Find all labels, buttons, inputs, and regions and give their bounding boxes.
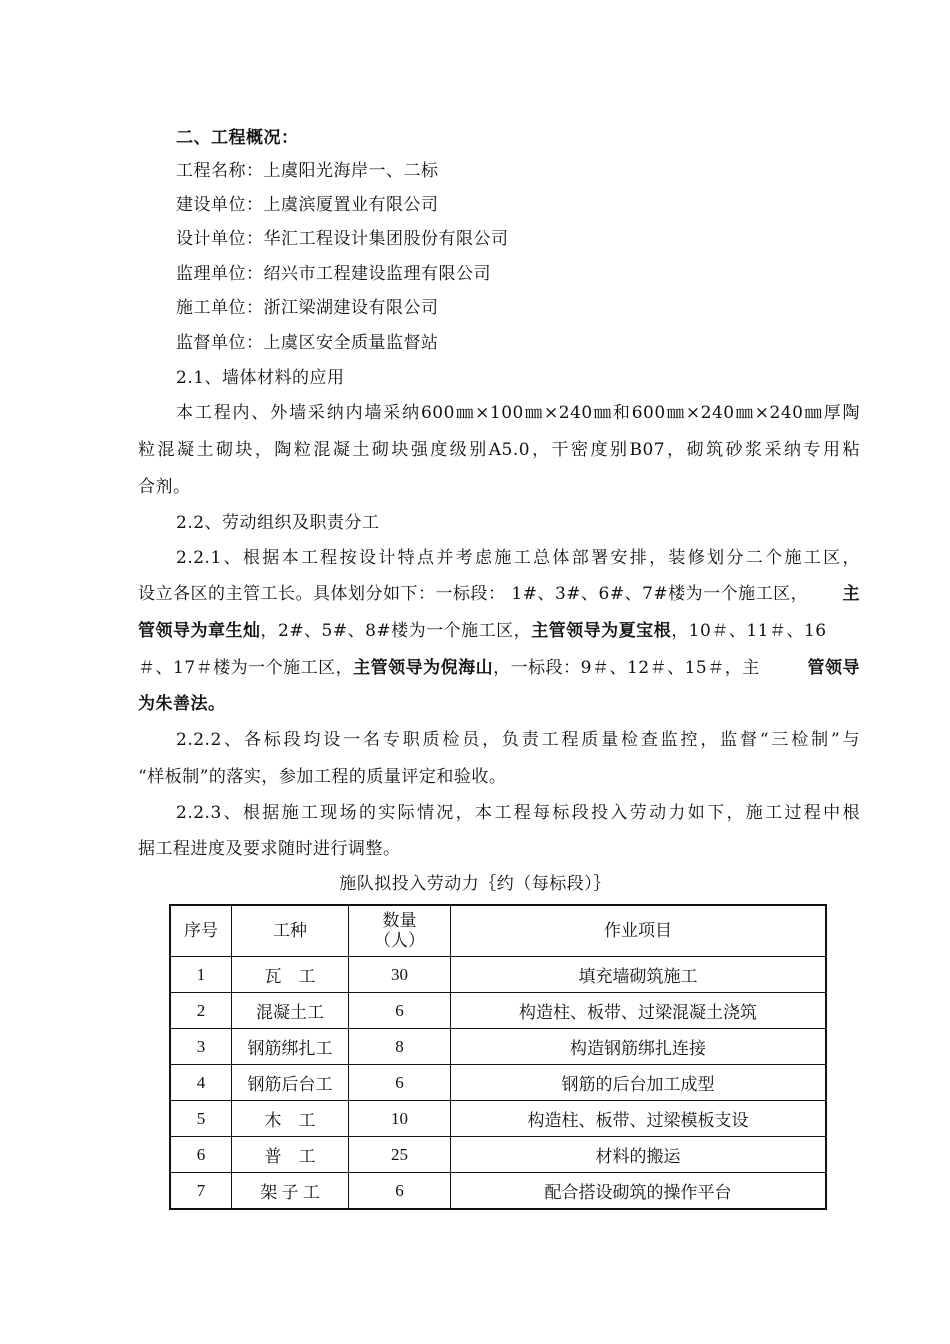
s221-line4-text2: ，一标段：9＃、12＃、15＃，主 <box>493 658 760 678</box>
table-row <box>170 1173 826 1210</box>
cell-task: 构造钢筋绑扎连接 <box>451 1029 827 1065</box>
info-designer: 设计单位：华汇工程设计集团股份有限公司 <box>176 229 509 249</box>
s221-line2 <box>138 583 860 605</box>
cell-seq: 5 <box>170 1101 232 1137</box>
table-header-row <box>170 905 826 957</box>
s221-leader-xia: 主管领导为夏宝根 <box>531 621 672 641</box>
s21-paragraph-line3: 合剂。 <box>138 477 191 497</box>
cell-quantity: 10 <box>349 1101 451 1137</box>
cell-seq: 3 <box>170 1029 232 1065</box>
header-quantity-label: 数量 <box>382 911 417 930</box>
cell-seq: 7 <box>170 1173 232 1210</box>
cell-trade: 瓦 工 <box>232 957 349 993</box>
s222-line2: “样板制”的落实，参加工程的质量评定和验收。 <box>138 767 507 787</box>
s221-leader-zhang: 管领导为章生灿 <box>138 621 261 641</box>
table-row <box>170 1137 826 1173</box>
s221-line5: 为朱善法。 <box>138 694 226 714</box>
s223-line1: 2.2.3、根据施工现场的实际情况，本工程每标段投入劳动力如下，施工过程中根 <box>176 803 860 823</box>
s21-title: 2.1、墙体材料的应用 <box>176 368 345 388</box>
cell-task: 钢筋的后台加工成型 <box>451 1065 827 1101</box>
cell-task: 材料的搬运 <box>451 1137 827 1173</box>
cell-trade: 钢筋后台工 <box>232 1065 349 1101</box>
cell-trade: 普 工 <box>232 1137 349 1173</box>
cell-task: 填充墙砌筑施工 <box>451 957 827 993</box>
cell-quantity: 8 <box>349 1029 451 1065</box>
s221-line4-text1: ＃、17＃楼为一个施工区， <box>138 658 354 678</box>
header-trade: 工种 <box>232 905 349 957</box>
cell-seq: 2 <box>170 993 232 1029</box>
labor-table <box>169 904 827 1210</box>
s223-line2: 据工程进度及要求随时进行调整。 <box>138 839 401 859</box>
header-task: 作业项目 <box>451 905 827 957</box>
header-quantity-unit: （人） <box>374 931 425 950</box>
table-row <box>170 957 826 993</box>
cell-trade: 混凝土工 <box>232 993 349 1029</box>
table-row <box>170 1065 826 1101</box>
table-row <box>170 993 826 1029</box>
header-quantity <box>349 905 451 957</box>
info-contractor: 施工单位：浙江梁湖建设有限公司 <box>176 298 439 318</box>
s22-title: 2.2、劳动组织及职责分工 <box>176 513 380 533</box>
s221-line4 <box>138 657 860 679</box>
cell-seq: 4 <box>170 1065 232 1101</box>
cell-quantity: 6 <box>349 1173 451 1210</box>
cell-task: 构造柱、板带、过梁混凝土浇筑 <box>451 993 827 1029</box>
cell-seq: 1 <box>170 957 232 993</box>
s221-line2-bold: 主 <box>842 584 860 604</box>
cell-seq: 6 <box>170 1137 232 1173</box>
table-caption: 施队拟投入劳动力｛约（每标段）｝ <box>339 874 611 894</box>
cell-quantity: 6 <box>349 1065 451 1101</box>
cell-trade: 钢筋绑扎工 <box>232 1029 349 1065</box>
table-row <box>170 1101 826 1137</box>
s221-line4-bold: 管领导 <box>807 658 860 678</box>
cell-quantity: 6 <box>349 993 451 1029</box>
s221-line3 <box>138 620 860 642</box>
info-project-name: 工程名称：上虞阳光海岸一、二标 <box>176 161 439 181</box>
table-row <box>170 1029 826 1065</box>
cell-task: 构造柱、板带、过梁模板支设 <box>451 1101 827 1137</box>
header-seq: 序号 <box>170 905 232 957</box>
cell-trade: 架 子 工 <box>232 1173 349 1210</box>
cell-quantity: 30 <box>349 957 451 993</box>
s21-paragraph-line1: 本工程内、外墙采纳内墙采纳600㎜×100㎜×240㎜和600㎜×240㎜×240㎜厚陶 <box>176 403 860 423</box>
section-title: 二、工程概况： <box>176 128 299 148</box>
s221-line3-text2: ，10＃、11＃、16 <box>671 621 827 641</box>
info-developer: 建设单位：上虞滨厦置业有限公司 <box>176 195 439 215</box>
s222-line1: 2.2.2、各标段均设一名专职质检员，负责工程质量检查监控，监督“三检制”与 <box>176 730 860 750</box>
s21-paragraph-line2: 粒混凝土砌块，陶粒混凝土砌块强度级别A5.0，干密度别B07，砌筑砂浆采纳专用粘 <box>138 440 860 460</box>
s221-line2-text: 设立各区的主管工长。具体划分如下：一标段： 1#、3#、6#、7#楼为一个施工区， <box>138 584 809 604</box>
cell-quantity: 25 <box>349 1137 451 1173</box>
info-supervisor: 监理单位：绍兴市工程建设监理有限公司 <box>176 264 491 284</box>
s221-leader-ni: 主管领导为倪海山 <box>353 658 494 678</box>
s221-line1: 2.2.1、根据本工程按设计特点并考虑施工总体部署安排，装修划分二个施工区， <box>176 548 860 568</box>
cell-task: 配合搭设砌筑的操作平台 <box>451 1173 827 1210</box>
cell-trade: 木 工 <box>232 1101 349 1137</box>
s221-line3-text1: ，2#、5#、8#楼为一个施工区， <box>260 621 532 641</box>
info-inspector: 监督单位：上虞区安全质量监督站 <box>176 333 439 353</box>
